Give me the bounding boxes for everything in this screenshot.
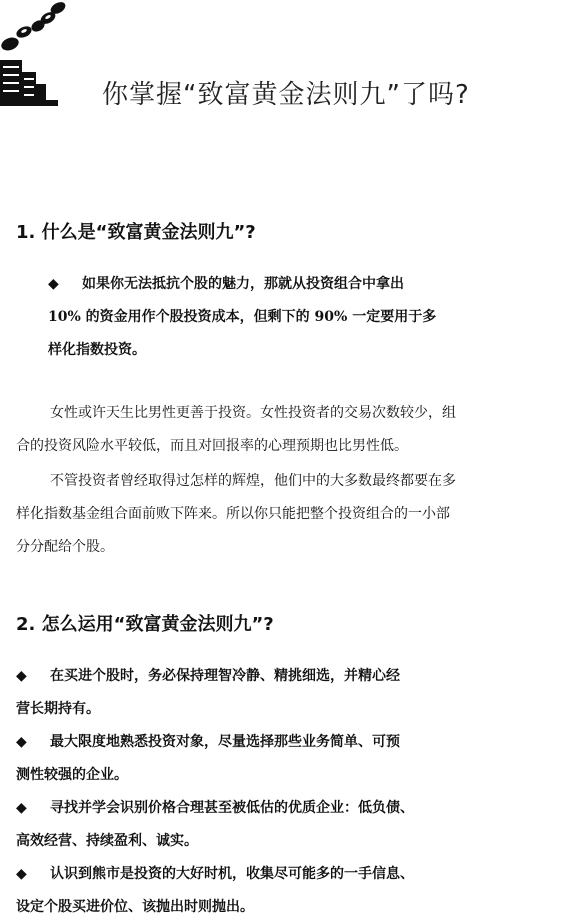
text-line: 女性或许天生比男性更善于投资。女性投资者的交易次数较少，组: [50, 405, 456, 421]
key-point-block: [48, 268, 528, 367]
text-line: 设定个股买进价位、该抛出时则抛出。: [16, 899, 254, 915]
list-item: [16, 792, 556, 858]
diamond-bullet-icon: ◆: [48, 276, 59, 292]
text-line: 分分配给个股。: [16, 539, 114, 555]
text-line: 高效经营、持续盈利、诚实。: [16, 833, 198, 849]
text-line: 10% 的资金用作个股投资成本，但剩下的 90% 一定要用于多: [48, 309, 437, 325]
list-item: [16, 660, 556, 726]
text-line: 合的投资风险水平较低，而且对回报率的心理预期也比男性低。: [16, 438, 408, 454]
text-line: 寻找并学会识别价格合理甚至被低估的优质企业：低负债、: [50, 800, 414, 816]
page-header: [0, 0, 569, 120]
text-line: 认识到熊市是投资的大好时机，收集尽可能多的一手信息、: [50, 866, 414, 882]
diamond-bullet-icon: ◆: [16, 734, 27, 750]
text-line: 样化指数基金组合面前败下阵来。所以你只能把整个投资组合的一小部: [16, 506, 450, 522]
text-line: 最大限度地熟悉投资对象，尽量选择那些业务简单、可预: [50, 734, 400, 750]
paragraph: [16, 397, 556, 463]
list-item: [16, 858, 556, 924]
text-line: 样化指数投资。: [48, 342, 146, 358]
diamond-bullet-icon: ◆: [16, 800, 27, 816]
bullet-list: [16, 660, 556, 924]
diamond-bullet-icon: ◆: [16, 668, 27, 684]
paragraph: [16, 465, 556, 564]
text-line: 测性较强的企业。: [16, 767, 128, 783]
coins-stack-icon: [0, 0, 75, 112]
diamond-bullet-icon: ◆: [16, 866, 27, 882]
text-line: 在买进个股时，务必保持理智冷静、精挑细选，并精心经: [50, 668, 400, 684]
section-heading-what: 1. 什么是“致富黄金法则九”?: [16, 222, 256, 243]
page-title: 你掌握“致富黄金法则九”了吗?: [102, 80, 470, 110]
text-line: 不管投资者曾经取得过怎样的辉煌，他们中的大多数最终都要在多: [50, 473, 456, 489]
text-line: 如果你无法抵抗个股的魅力，那就从投资组合中拿出: [82, 276, 404, 292]
section-heading-how: 2. 怎么运用“致富黄金法则九”?: [16, 614, 274, 635]
text-line: 营长期持有。: [16, 701, 100, 717]
list-item: [16, 726, 556, 792]
